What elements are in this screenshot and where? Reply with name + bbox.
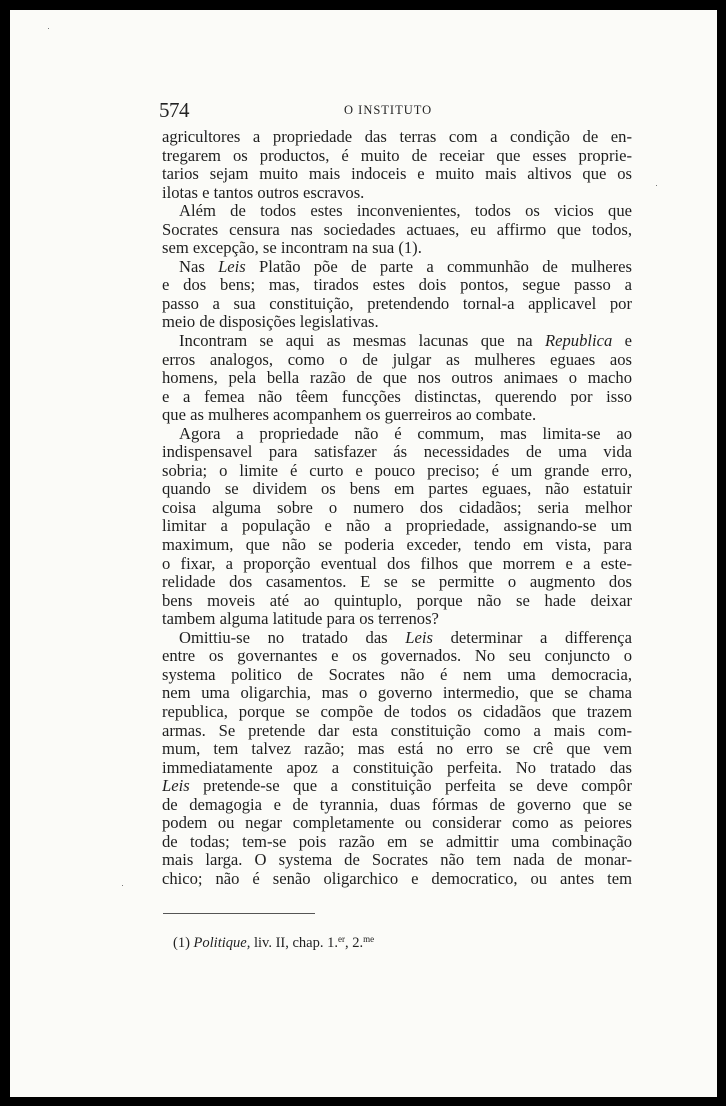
text-line: passo a sua constituição, pretendendo tornal-a applicavel por (162, 294, 632, 313)
paragraph-end-line: que as mulheres acompanhem os guerreiros ao combate. (162, 406, 537, 425)
line-text-segment: Nas (179, 257, 219, 276)
line-text-segment: e (612, 332, 632, 351)
footnote-work-title: Politique, (193, 935, 251, 951)
text-line: chico; não é senão oligarchico e democratico, ou antes tem (162, 869, 632, 888)
footnote-divider (163, 913, 315, 914)
italic-title-leis: Leis (162, 777, 190, 796)
footnote-superscript: er (338, 934, 345, 944)
body-text (162, 128, 632, 888)
footnote-separator: , 2. (345, 935, 364, 951)
paper-speck (656, 185, 657, 186)
italic-title-leis: Leis (218, 257, 246, 276)
running-head (159, 98, 639, 122)
text-line: de demagogia e de tyrannia, duas fórmas de governo que se (162, 795, 632, 814)
text-line: relidade dos casamentos. E se se permitte o augmento dos (162, 573, 632, 592)
text-line: indispensavel para satisfazer ás necessidades de uma vida (162, 443, 632, 462)
footnote-marker: (1) (173, 935, 190, 951)
journal-title: O INSTITUTO (344, 103, 433, 117)
text-line: agricultores a propriedade das terras com a condição de en- (162, 128, 632, 146)
text-line: mais larga. O systema de Socrates não tem nada de monar- (162, 851, 632, 870)
paragraph-end-line: sem excepção, se incontram na sua (1). (162, 239, 422, 258)
text-line: immediatamente apoz a constituição perfeita. No tratado das (162, 758, 632, 777)
italic-title-leis: Leis (405, 628, 433, 647)
text-line: Socrates censura nas sociedades actuaes, eu affirmo que todos, (162, 220, 632, 239)
italic-title-republica: Republica (545, 332, 613, 351)
paper-speck (48, 28, 49, 29)
text-line: tregarem os productos, é muito de receiar que esses proprie- (162, 146, 632, 165)
footnote-reference: liv. II, chap. 1. (253, 935, 338, 951)
text-line: de todas; tem-se pois razão em se admittir uma combinação (162, 832, 632, 851)
text-line: entre os governantes e os governados. No seu conjuncto o (162, 647, 632, 666)
text-line: podem ou negar completamente ou considerar como as peiores (162, 814, 632, 833)
text-line: coisa alguma sobre o numero dos cidadãos; seria melhor (162, 498, 632, 517)
text-line: e dos bens; mas, tirados estes dois pontos, segue passo a (162, 276, 632, 295)
line-text-segment: pretende-se que a constituição perfeita se deve compôr (189, 777, 632, 796)
page-number: 574 (159, 98, 189, 122)
text-line: armas. Se pretende dar esta constituição como a mais com- (162, 721, 632, 740)
paragraph-end-line: meio de disposições legislativas. (162, 313, 379, 332)
text-line: tarios sejam muito mais indoceis e muito mais altivos que os (162, 165, 632, 184)
paragraph-start-line (162, 332, 632, 351)
text-line: nem uma oligarchia, mas o governo intermedio, que se chama (162, 684, 632, 703)
text-line: sobria; o limite é curto e pouco preciso; é um grande erro, (162, 461, 632, 480)
text-line: maximum, que não se poderia exceder, tendo em vista, para (162, 536, 632, 555)
text-line: limitar a população e não a propriedade, assignando-se um (162, 517, 632, 536)
line-text-segment: Omittiu-se no tratado das (179, 628, 406, 647)
text-line: homens, pela bella razão de que nos outros animaes o macho (162, 369, 632, 388)
text-line: bens moveis até ao quintuplo, porque não se hade deixar (162, 591, 632, 610)
text-line (162, 777, 632, 796)
text-line: systema politico de Socrates não é nem uma democracia, (162, 665, 632, 684)
text-line: erros analogos, como o de julgar as mulheres eguaes aos (162, 350, 632, 369)
text-line: republica, porque se compõe de todos os cidadãos que trazem (162, 702, 632, 721)
book-page (10, 10, 717, 1097)
paragraph-start-line (162, 629, 632, 648)
line-text-segment: determinar a differença (432, 628, 632, 647)
paragraph-start-line: Além de todos estes inconvenientes, todos os vicios que (179, 202, 632, 221)
text-line: mum, tem talvez razão; mas está no erro se crê que vem (162, 740, 632, 759)
paper-speck (122, 885, 123, 886)
paragraph-start-line (162, 258, 632, 277)
text-line: e a femea não têem funcções distinctas, querendo por isso (162, 387, 632, 406)
text-line: quando se dividem os bens em partes eguaes, não estatuir (162, 480, 632, 499)
line-text-segment: Platão põe de parte a communhão de mulheres (245, 257, 632, 276)
footnote-superscript: me (363, 934, 375, 944)
footnote (173, 934, 374, 952)
paragraph-end-line: tambem alguma latitude para os terrenos? (162, 610, 439, 629)
paragraph-end-line: ilotas e tantos outros escravos. (162, 183, 365, 202)
text-line: o fixar, a proporção eventual dos filhos que morrem e a este- (162, 554, 632, 573)
line-text-segment: Incontram se aqui as mesmas lacunas que na (179, 332, 545, 351)
paragraph-start-line: Agora a propriedade não é commum, mas limita-se ao (179, 424, 632, 443)
